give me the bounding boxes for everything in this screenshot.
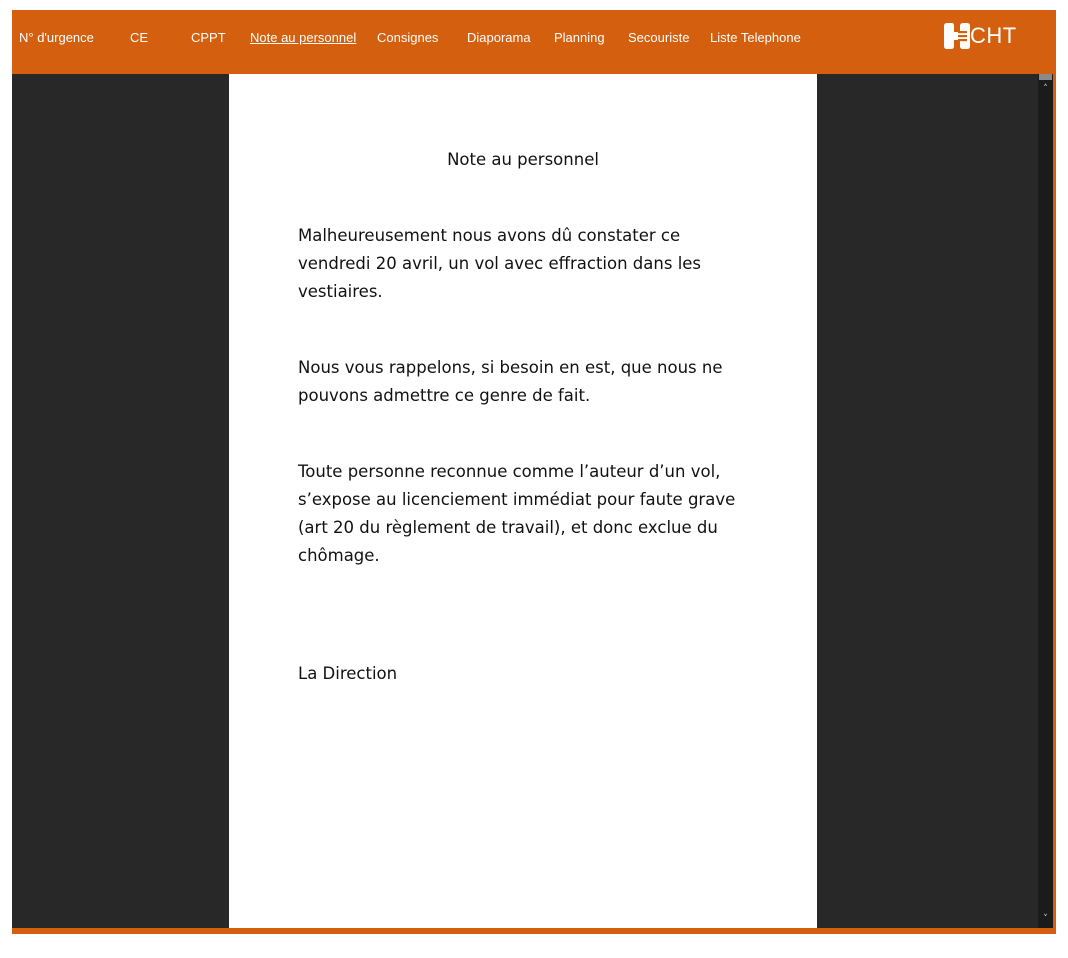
hecht-logo-mark-icon [942, 22, 972, 50]
nav-item-urgence[interactable]: N° d'urgence [19, 30, 94, 45]
top-navbar [12, 10, 1056, 66]
scrollbar-thumb[interactable] [1039, 74, 1052, 80]
nav-item-planning[interactable]: Planning [554, 30, 605, 45]
vertical-scrollbar[interactable] [1038, 74, 1053, 928]
hecht-logo[interactable] [942, 21, 1017, 51]
chevron-down-icon[interactable]: ˅ [1043, 914, 1048, 924]
document-page [229, 74, 817, 928]
nav-item-cppt[interactable]: CPPT [191, 30, 226, 45]
document-paragraph-2: Nous vous rappelons, si besoin en est, que nous ne pouvons admettre ce genre de fait. [298, 358, 723, 405]
nav-item-consignes[interactable]: Consignes [377, 30, 439, 45]
document-viewer[interactable] [12, 74, 1038, 928]
nav-item-ce[interactable]: CE [130, 30, 149, 45]
logo-text: CHT [970, 23, 1017, 48]
document-signature: La Direction [298, 664, 398, 683]
document-title: Note au personnel [447, 150, 599, 169]
nav-item-secouriste[interactable]: Secouriste [628, 30, 690, 45]
nav-item-diaporama[interactable]: Diaporama [467, 30, 531, 45]
document-paragraph-3: Toute personne reconnue comme l’auteur d’un vol, s’expose au licenciement immédiat pour faute grave (art 20 du règlement de travail), et donc exclue du chômage. [298, 462, 736, 565]
chevron-up-icon[interactable]: ˄ [1043, 84, 1048, 94]
document-paragraph-1: Malheureusement nous avons dû constater ce vendredi 20 avril, un vol avec effraction dans les vestiaires. [298, 226, 702, 301]
nav-item-note-au-personnel[interactable]: Note au personnel [250, 30, 357, 45]
nav-item-liste-telephone[interactable]: Liste Telephone [710, 30, 801, 45]
